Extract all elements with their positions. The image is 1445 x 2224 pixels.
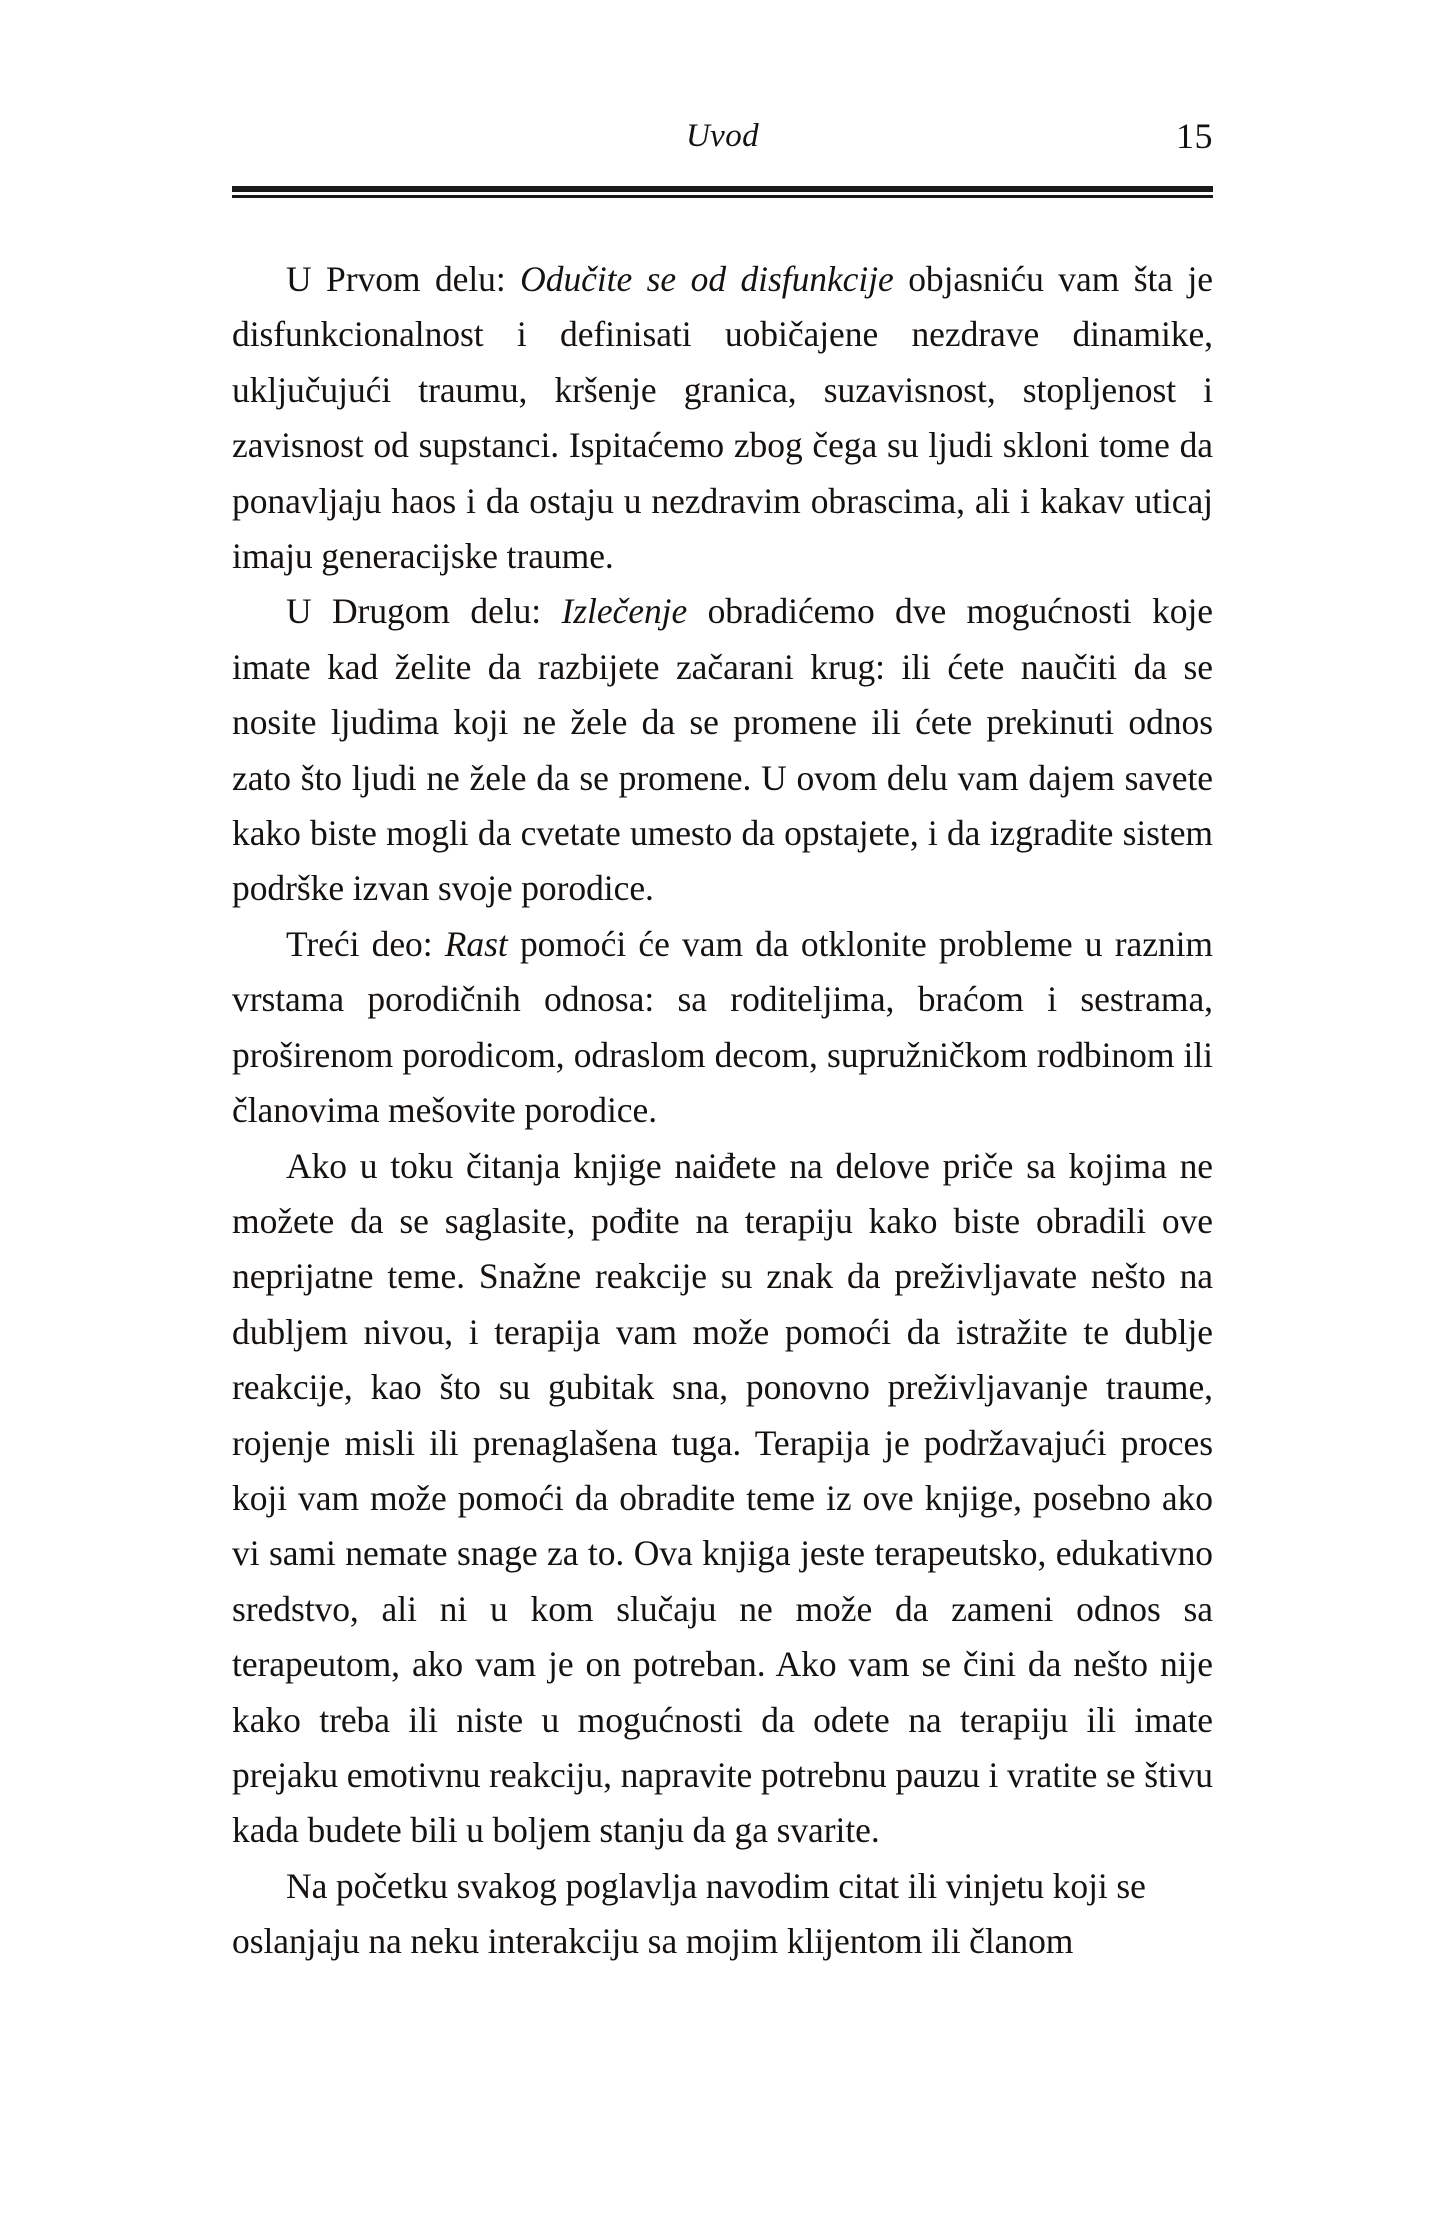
- paragraph-2-title-italic: Izlečenje: [561, 591, 688, 632]
- paragraph-2: [232, 584, 1213, 916]
- paragraph-4-rest: Ako u toku čitanja knjige naiđete na delove priče sa kojima ne možete da se saglasite, pođite na terapiju kako biste obradili ove neprijatne teme. Snažne reakcije su znak da preživljavate nešto na dubljem nivou, i terapija vam može pomoći da istražite te dublje reakcije, kao što su gubitak sna, ponovno preživljavanje traume, rojenje misli ili prenaglašena tuga. Terapija je podržavajući proces koji vam može pomoći da obradite teme iz ove knjige, posebno ako vi sami nemate snage za to. Ova knjiga jeste terapeutsko, edukativno sredstvo, ali ni u kom slučaju ne može da zameni odnos sa terapeutom, ako vam je on potreban. Ako vam se čini da nešto nije kako treba ili niste u mogućnosti da odete na terapiju ili imate prejaku emotivnu reakciju, napravite potrebnu pauzu i vratite se štivu kada budete bili u boljem stanju da ga svarite.: [232, 1145, 1213, 1851]
- paragraph-4: [232, 1139, 1213, 1859]
- rule-thin: [232, 195, 1213, 198]
- paragraph-5-rest: Na početku svakog poglavlja navodim citat ili vinjetu koji se oslanjaju na neku interakciju sa mojim klijentom ili članom: [232, 1865, 1146, 1962]
- paragraph-3-title-italic: Rast: [444, 923, 508, 964]
- paragraph-5: [232, 1859, 1213, 1970]
- running-head-title: Uvod: [685, 118, 760, 154]
- paragraph-3-lead: Treći deo:: [286, 923, 445, 964]
- paragraph-1-rest: objasniću vam šta je disfunkcionalnost i definisati uobičajene nezdrave dinamike, uključujući traumu, kršenje granica, suzavisnost, stopljenost i zavisnost od supstanci. Ispitaćemo zbog čega su ljudi skloni tome da ponavljaju haos i da ostaju u nezdravim obrascima, ali i kakav uticaj imaju generacijske traume.: [232, 259, 1214, 577]
- paragraph-1: [232, 252, 1213, 584]
- page-number: 15: [1176, 116, 1213, 156]
- paragraph-1-lead: U Prvom delu:: [286, 259, 521, 299]
- header-double-rule: [232, 186, 1213, 200]
- paragraph-1-title-italic: Odučite se od disfunkcije: [520, 259, 894, 299]
- paragraph-2-lead: U Drugom delu:: [286, 591, 562, 632]
- paragraph-3: [232, 917, 1213, 1139]
- running-head: [232, 118, 1213, 176]
- paragraph-2-rest: obradićemo dve mogućnosti koje imate kad želite da razbijete začarani krug: ili ćete naučiti da se nosite ljudima koji ne žele da se promene ili ćete prekinuti odnos zato što ljudi ne žele da se promene. U ovom delu vam dajem savete kako biste mogli da cvetate umesto da opstajete, i da izgradite sistem podrške izvan svoje porodice.: [232, 591, 1213, 909]
- body-text-block: [232, 252, 1213, 1970]
- paragraph-3-rest: pomoći će vam da otklonite probleme u raznim vrstama porodičnih odnosa: sa roditeljima, braćom i sestrama, proširenom porodicom, odraslom decom, supružničkom rodbinom ili članovima mešovite porodice.: [232, 923, 1213, 1131]
